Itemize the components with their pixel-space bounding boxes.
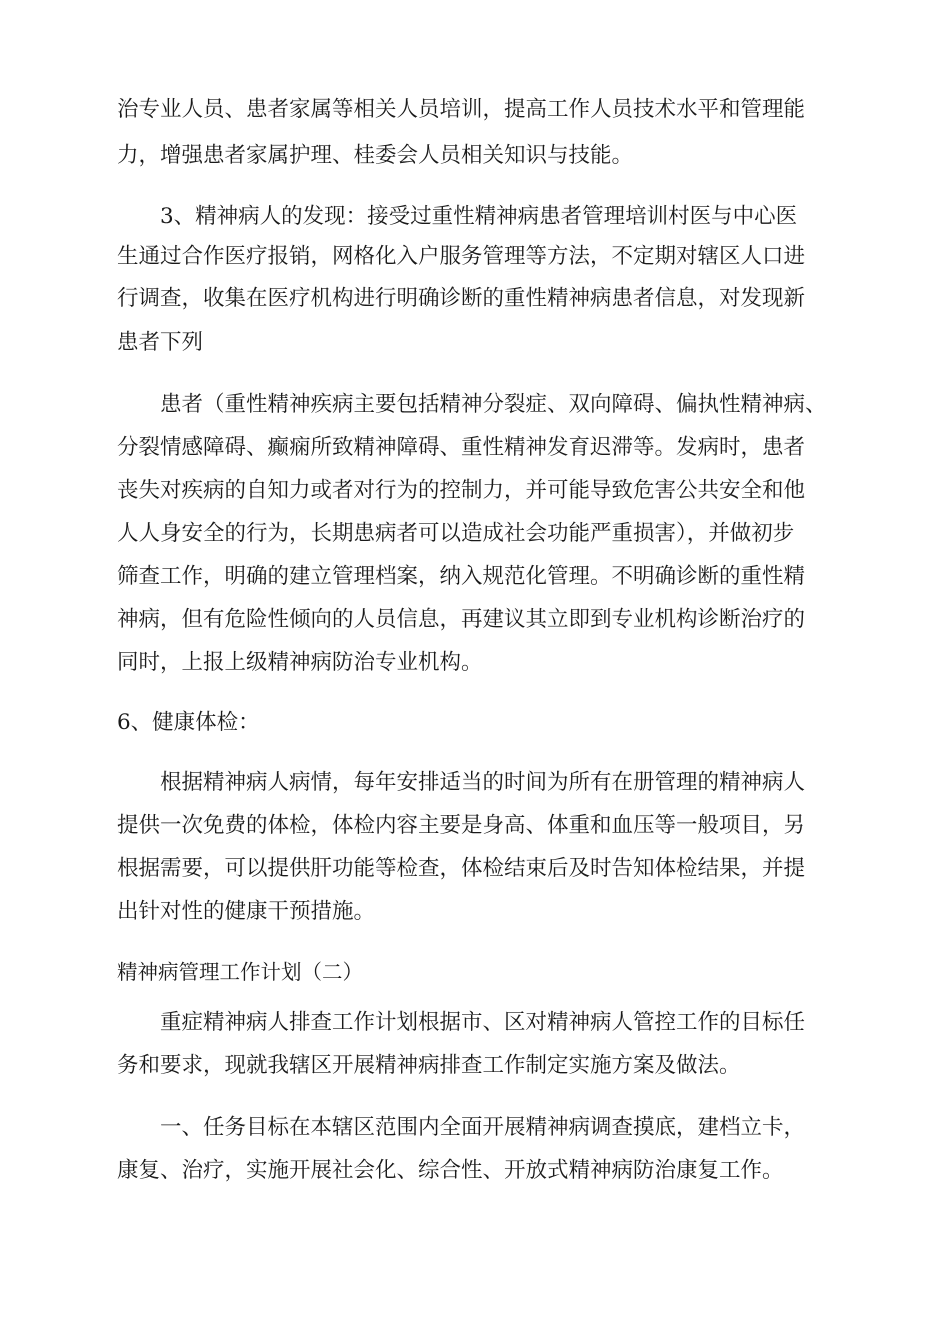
text-line: 同时，上报上级精神病防治专业机构。 [117, 650, 483, 675]
text-line: 人人身安全的行为，长期患病者可以造成社会功能严重损害），并做初步 [117, 521, 795, 546]
section-heading: 精神病管理工作计划（二） [117, 960, 363, 984]
text-line: 务和要求，现就我辖区开展精神病排查工作制定实施方案及做法。 [117, 1053, 741, 1078]
text-line: 患者下列 [117, 330, 204, 355]
section-label: 6、健康体检： [117, 710, 260, 735]
text-line: 筛查工作，明确的建立管理档案，纳入规范化管理。不明确诊断的重性精 [117, 564, 806, 589]
text-line: 行调查，收集在医疗机构进行明确诊断的重性精神病患者信息，对发现新 [117, 286, 806, 311]
text-line: 提供一次免费的体检，体检内容主要是身高、体重和血压等一般项目，另 [117, 813, 806, 838]
paragraph-first-line: 根据精神病人病情，每年安排适当的时间为所有在册管理的精神病人 [160, 770, 806, 795]
text-line: 出针对性的健康干预措施。 [117, 899, 376, 924]
paragraph-first-line: 一、任务目标在本辖区范围内全面开展精神病调查摸底，建档立卡， [160, 1115, 806, 1140]
paragraph-first-line: 患者（重性精神疾病主要包括精神分裂症、双向障碍、偏执性精神病、 [160, 392, 827, 417]
text-line: 根据需要，可以提供肝功能等检查，体检结束后及时告知体检结果，并提 [117, 856, 806, 881]
text-line: 神病，但有危险性倾向的人员信息，再建议其立即到专业机构诊断治疗的 [117, 607, 806, 632]
text-line: 康复、治疗，实施开展社会化、综合性、开放式精神病防治康复工作。 [117, 1158, 784, 1183]
paragraph-first-line: 重症精神病人排查工作计划根据市、区对精神病人管控工作的目标任 [160, 1010, 806, 1035]
text-line: 治专业人员、患者家属等相关人员培训，提高工作人员技术水平和管理能 [117, 97, 806, 122]
text-line: 生通过合作医疗报销，网格化入户服务管理等方法，不定期对辖区人口进 [117, 244, 806, 269]
text-line: 分裂情感障碍、癫痫所致精神障碍、重性精神发育迟滞等。发病时，患者 [117, 435, 806, 460]
text-line: 丧失对疾病的自知力或者对行为的控制力，并可能导致危害公共安全和他 [117, 478, 806, 503]
text-line: 力，增强患者家属护理、桂委会人员相关知识与技能。 [117, 143, 634, 168]
paragraph-first-line: 3、精神病人的发现：接受过重性精神病患者管理培训村医与中心医 [160, 204, 798, 229]
